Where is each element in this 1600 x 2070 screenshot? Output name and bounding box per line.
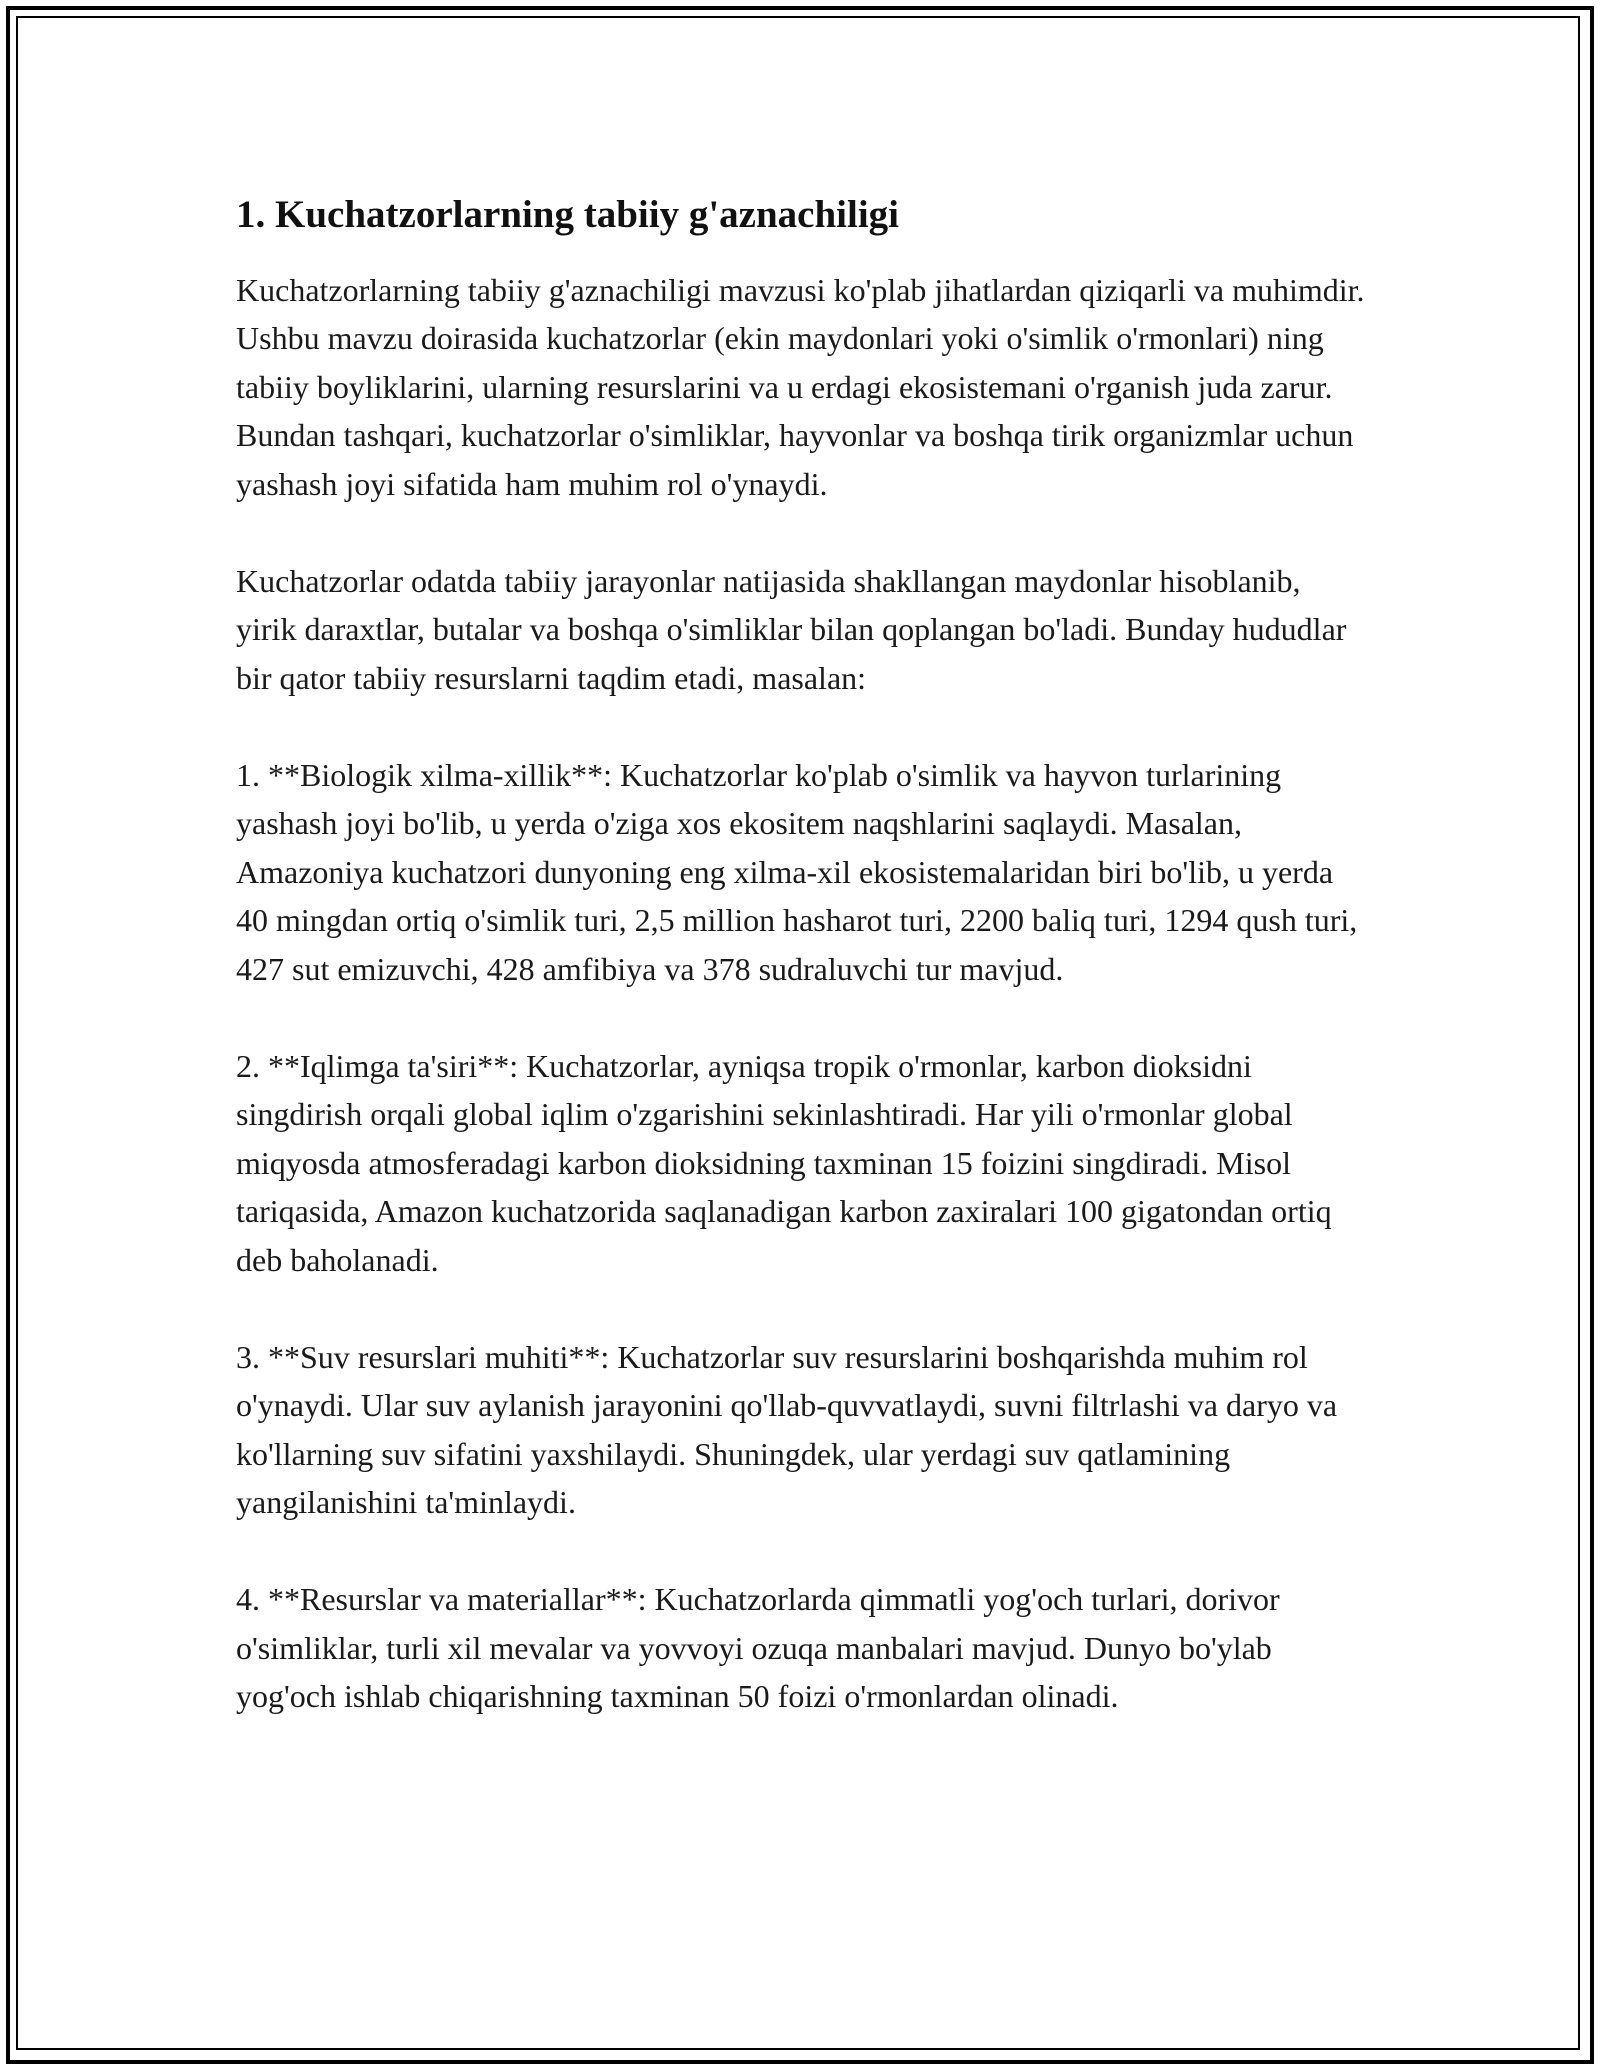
list-item-climate: 2. **Iqlimga ta'siri**: Kuchatzorlar, ayniqsa tropik o'rmonlar, karbon dioksidni singdirish orqali global iqlim o'zgarishini sekinlashtiradi. Har yili o'rmonlar global miqyosda atmosferadagi karbon dioksidning taxminan 15 foizini singdiradi. Misol tariqasida, Amazon kuchatzorida saqlanadigan karbon zaxiralari 100 gigatondan ortiq deb baholanadi.	[236, 1047, 1332, 1278]
paragraph-intro: Kuchatzorlarning tabiiy g'aznachiligi mavzusi ko'plab jihatlardan qiziqarli va muhimdir. Ushbu mavzu doirasida kuchatzorlar (ekin maydonlari yoki o'simlik o'rmonlari) ning tabiiy boyliklarini, ularning resurslarini va u erdagi ekosistemani o'rganish juda zarur. Bundan tashqari, kuchatzorlar o'simliklar, hayvonlar va boshqa tirik organizmlar uchun yashash joyi sifatida ham muhim rol o'ynaydi.	[236, 271, 1365, 502]
list-item-water: 3. **Suv resurslari muhiti**: Kuchatzorlar suv resurslarini boshqarishda muhim rol o'ynaydi. Ular suv aylanish jarayonini qo'llab-quvvatlaydi, suvni filtrlashi va daryo va ko'llarning suv sifatini yaxshilaydi. Shuningdek, ular yerdagi suv qatlamining yangilanishini ta'minlaydi.	[236, 1338, 1338, 1521]
list-item-resources: 4. **Resurslar va materiallar**: Kuchatzorlarda qimmatli yog'och turlari, dorivor o'simliklar, turli xil mevalar va yovvoyi ozuqa manbalari mavjud. Dunyo bo'ylab yog'och ishlab chiqarishning taxminan 50 foizi o'rmonlardan olinadi.	[236, 1581, 1280, 1715]
list-item-biodiversity: 1. **Biologik xilma-xillik**: Kuchatzorlar ko'plab o'simlik va hayvon turlarining yashash joyi bo'lib, u yerda o'ziga xos ekositem naqshlarini saqlaydi. Masalan, Amazoniya kuchatzori dunyoning eng xilma-xil ekosistemalaridan biri bo'lib, u yerda 40 mingdan ortiq o'simlik turi, 2,5 million hasharot turi, 2200 baliq turi, 1294 qush turi, 427 sut emizuvchi, 428 amfibiya va 378 sudraluvchi tur mavjud.	[236, 756, 1358, 987]
document-body	[236, 178, 1366, 1769]
paragraph-overview: Kuchatzorlar odatda tabiiy jarayonlar natijasida shakllangan maydonlar hisoblanib, yirik daraxtlar, butalar va boshqa o'simliklar bilan qoplangan bo'ladi. Bunday hududlar bir qator tabiiy resurslarni taqdim etadi, masalan:	[236, 562, 1347, 696]
page-title: 1. Kuchatzorlarning tabiiy g'aznachiligi	[236, 193, 900, 236]
